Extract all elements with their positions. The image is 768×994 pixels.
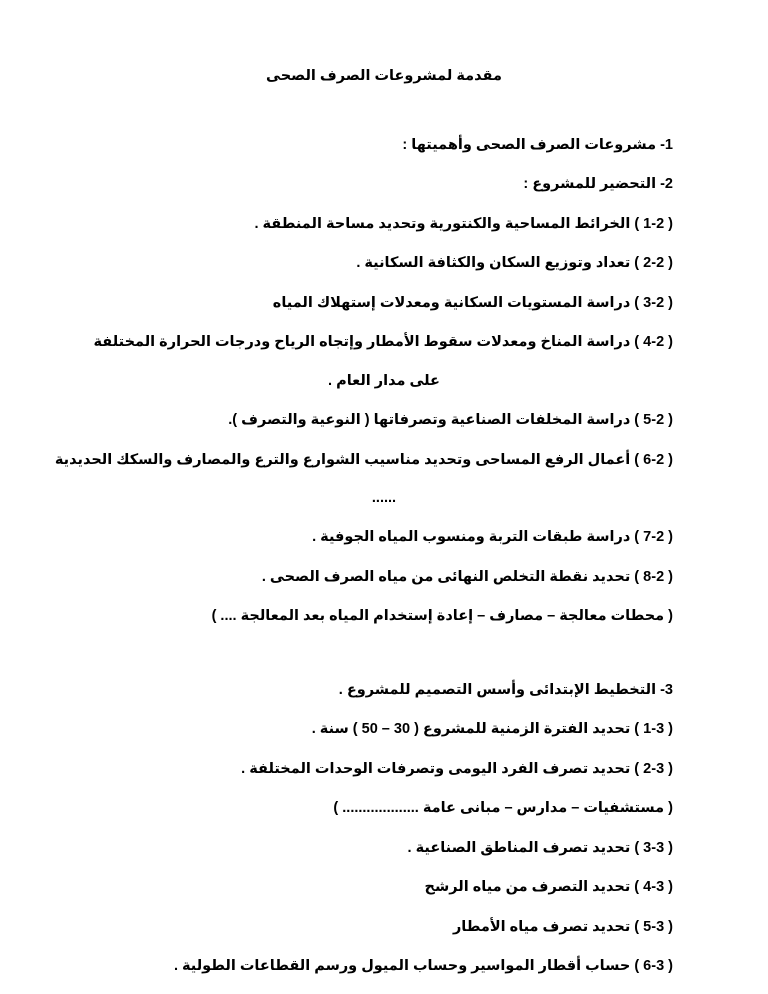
list-item-3-4: ( 4-3 ) تحديد التصرف من مياه الرشح [424, 879, 673, 896]
list-item-2-7: ( 7-2 ) دراسة طبقات التربة ومنسوب المياه الجوفية . [312, 529, 673, 546]
title-spacer [95, 88, 673, 134]
list-item-2-4: ( 4-2 ) دراسة المناخ ومعدلات سقوط الأمطار وإتجاه الرياح ودرجات الحرارة المختلفة [93, 334, 673, 351]
list-item-2-4-continuation: على مدار العام . [328, 372, 440, 389]
page-title: مقدمة لمشروعات الصرف الصحى [266, 68, 502, 84]
list-item-3-6: ( 6-3 ) حساب أقطار المواسير وحساب الميول ورسم القطاعات الطولية . [173, 958, 673, 975]
list-item-3-5: ( 5-3 ) تحديد تصرف مياه الأمطار [452, 918, 673, 935]
list-item-2-6-continuation: ...... [371, 489, 397, 506]
heading-item-3: 3- التخطيط الإبتدائى وأسس التصميم للمشروع . [338, 681, 673, 698]
list-item-3-2: ( 2-3 ) تحديد تصرف الفرد اليومى وتصرفات الوحدات المختلفة . [241, 760, 673, 777]
list-item-2-3: ( 3-2 ) دراسة المستويات السكانية ومعدلات إستهلاك المياه [272, 294, 673, 311]
document-body [54, 66, 673, 994]
list-item-2-6: ( 6-2 ) أعمال الرفع المساحى وتحديد مناسيب الشوارع والترع والمصارف والسكك الحديدية [54, 451, 673, 468]
list-item-3-3: ( 3-3 ) تحديد تصرف المناطق الصناعية . [407, 839, 673, 856]
note-item-2: ( محطات معالجة – مصارف – إعادة إستخدام المياه بعد المعالجة .... ) [211, 608, 673, 625]
list-item-2-8: ( 8-2 ) تحديد نقطة التخلص النهائى من مياه الصرف الصحى . [261, 568, 673, 585]
note-item-3-2: ( مستشفيات – مدارس – مبانى عامة ................... ) [333, 800, 673, 817]
heading-item-1: 1- مشروعات الصرف الصحى وأهميتها : [402, 136, 673, 153]
list-item-3-1: ( 1-3 ) تحديد الفترة الزمنية للمشروع ( 30 – 50 ) سنة . [311, 721, 673, 738]
list-item-2-5: ( 5-2 ) دراسة المخلفات الصناعية وتصرفاتها ( النوعية والتصرف ). [228, 412, 673, 429]
list-item-2-2: ( 2-2 ) تعداد وتوزيع السكان والكثافة السكانية . [356, 255, 673, 272]
list-item-2-1: ( 1-2 ) الخرائط المساحية والكنتورية وتحديد مساحة المنطقة . [254, 215, 673, 232]
heading-item-2: 2- التحضير للمشروع : [523, 176, 673, 193]
section-spacer [95, 645, 673, 679]
